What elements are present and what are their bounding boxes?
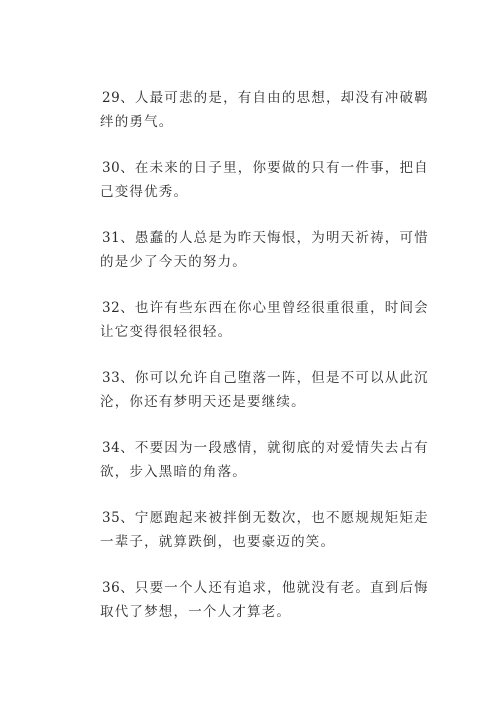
entry-text: 、只要一个人还有追求，他就没有老。直到后悔取代了梦想，一个人才算老。	[100, 580, 429, 620]
entry-text: 、也许有些东西在你心里曾经很重很重，时间会让它变得很轻很轻。	[100, 300, 429, 340]
quote-entry-36	[100, 576, 435, 624]
quote-entry-33	[100, 366, 435, 414]
quote-entry-35	[100, 506, 435, 554]
entry-number: 35	[102, 510, 121, 526]
entry-number: 32	[102, 300, 121, 316]
entry-text: 、愚蠢的人总是为昨天悔恨，为明天祈祷，可惜的是少了今天的努力。	[100, 230, 429, 270]
entry-text: 、不要因为一段感情，就彻底的对爱情失去占有欲，步入黑暗的角落。	[100, 440, 429, 480]
entry-number: 33	[102, 370, 121, 386]
entry-text: 、你可以允许自己堕落一阵，但是不可以从此沉沦，你还有梦明天还是要继续。	[100, 370, 429, 410]
entry-text: 、宁愿跑起来被拌倒无数次，也不愿规规矩矩走一辈子，就算跌倒，也要豪迈的笑。	[100, 510, 429, 550]
entry-text: 、在未来的日子里，你要做的只有一件事，把自己变得优秀。	[100, 160, 429, 200]
quote-entry-34	[100, 436, 435, 484]
quote-entry-30	[100, 156, 435, 204]
quote-entry-29	[100, 86, 435, 134]
entry-number: 36	[102, 580, 121, 596]
quote-entry-31	[100, 226, 435, 274]
entry-number: 30	[102, 160, 121, 176]
entry-number: 34	[102, 440, 121, 456]
entry-number: 29	[102, 90, 121, 106]
entry-text: 、人最可悲的是，有自由的思想，却没有冲破羁绊的勇气。	[100, 90, 429, 130]
quote-entry-32	[100, 296, 435, 344]
entry-number: 31	[102, 230, 121, 246]
